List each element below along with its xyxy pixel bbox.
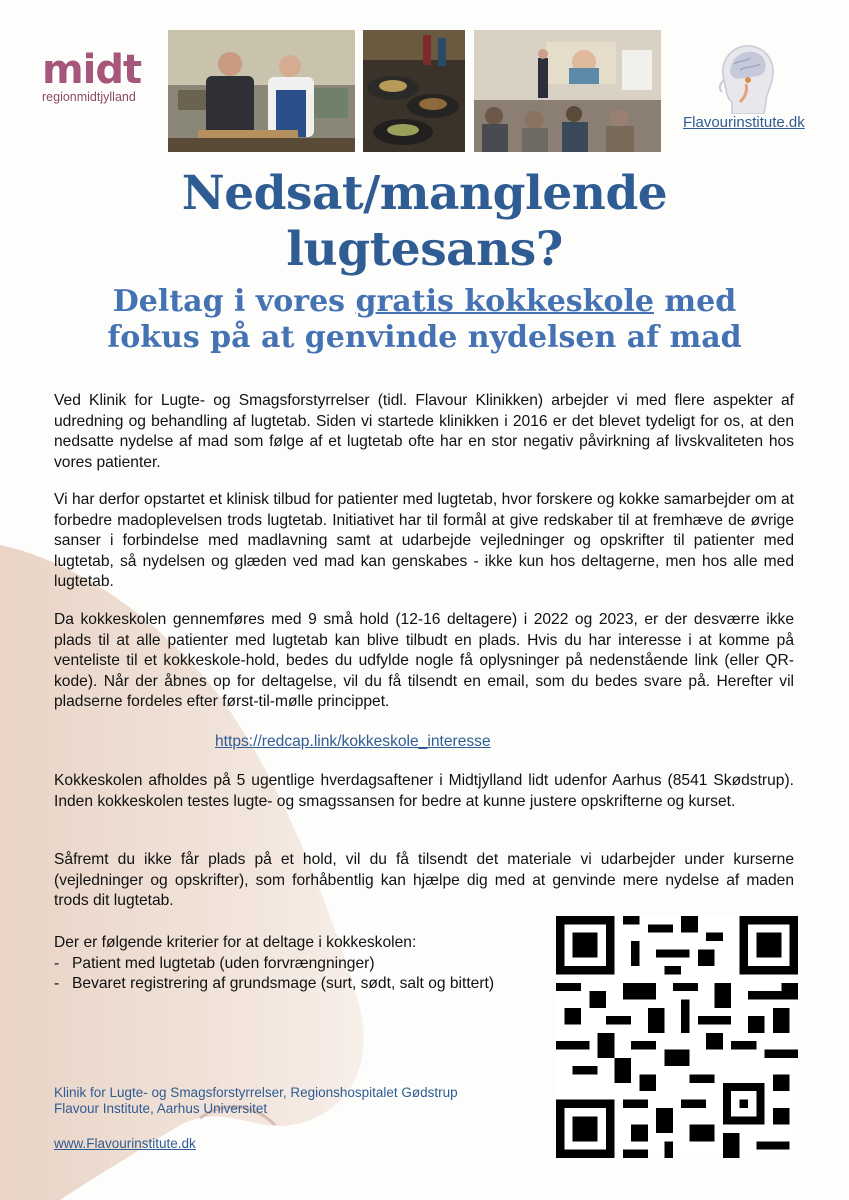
chefs-photo xyxy=(168,30,355,152)
criteria-item-text: Bevaret registrering af grundsmage (surt, sødt, salt og bittert) xyxy=(72,975,495,992)
paragraph-offer xyxy=(54,490,794,593)
criteria-section xyxy=(54,933,494,995)
subtitle-prefix: Deltag i vores xyxy=(112,284,356,319)
paragraph-text: Ved Klinik for Lugte- og Smagsforstyrrelser (tidl. Flavour Klinikken) arbejder vi med flere aspekter af udredning og behandling af lugtetab. Siden vi startede klinikken i 2016 er det blevet tydeligt for os, at den nedsatte nydelse af mad som følge af et lugtetab ofte har en stor negativ påvirkning af livskvaliteten hos vores patienter. xyxy=(54,392,794,471)
food-plates-photo xyxy=(363,30,465,152)
criteria-item: - Bevaret registrering af grundsmage (surt, sødt, salt og bittert) xyxy=(54,975,495,992)
criteria-item: - Patient med lugtetab (uden forvrængninger) xyxy=(54,954,375,972)
footer-institute: Flavour Institute, Aarhus Universitet xyxy=(54,1101,268,1116)
paragraph-text: Kokkeskolen afholdes på 5 ugentlige hverdagsaftener i Midtjylland lidt udenfor Aarhus (8541 Skødstrup). Inden kokkeskolen testes lugte- og smagssansen for bedre at kunne justere opskrifterne og kurset. xyxy=(54,772,794,810)
logo-wordmark: midt xyxy=(42,47,142,93)
subtitle-free-cooking-school: gratis kokkeskole xyxy=(355,284,654,319)
criteria-intro: Der er følgende kriterier for at deltage i kokkeskolen: xyxy=(54,934,417,951)
subtitle-line2: fokus på at genvinde nydelsen af mad xyxy=(107,320,742,355)
subtitle-suffix: med xyxy=(653,284,737,319)
footer-clinic: Klinik for Lugte- og Smagsforstyrrelser, Regionshospitalet Gødstrup xyxy=(54,1085,458,1100)
main-title-line2: lugtesans? xyxy=(286,222,563,277)
paragraph-waitlist xyxy=(54,610,794,713)
region-midtjylland-logo xyxy=(42,47,142,104)
paragraph-text: Såfremt du ikke får plads på et hold, vil du få tilsendt det materiale vi udarbejder under kurserne (vejledninger og opskrifter), som forhåbentlig kan hjælpe dig med at genvinde mere nydelse af maden trods dit lugtetab. xyxy=(54,851,794,909)
paragraph-intro xyxy=(54,391,794,473)
flavourinstitute-header-link[interactable]: Flavourinstitute.dk xyxy=(683,114,805,131)
paragraph-location xyxy=(54,771,794,812)
paragraph-text: Da kokkeskolen gennemføres med 9 små hold (12-16 deltagere) i 2022 og 2023, er der desværre ikke plads til at alle patienter med lugtetab kan blive tilbudt en plads. Hvis du har interesse i at komme på venteliste til et kokkeskole-hold, bedes du udfylde nogle få oplysninger på nedenstående link (eller QR-kode). Når der åbnes op for deltagelse, vil du få tilsendt en email, som du bedes svare på. Herefter vil pladserne fordeles efter først-til-mølle princippet. xyxy=(54,611,794,710)
lecture-audience-photo xyxy=(474,30,661,152)
subtitle-line1 xyxy=(0,284,849,320)
paragraph-text: Vi har derfor opstartet et klinisk tilbud for patienter med lugtetab, hvor forskere og kokke samarbejder om at forbedre madoplevelsen trods lugtetab. Initiativet har til formål at give redskaber til at fremhæve de øvrige sanser i forbindelse med madlavning samt at udarbejde vejledninger og opskrifter til patienter med lugtetab, så nydelsen og glæden ved mad kan genskabes - ikke kun hos deltagerne, men hos alle med lugtetab. xyxy=(54,491,794,590)
head-profile-icon xyxy=(710,40,778,114)
footer-affiliations xyxy=(54,1085,458,1117)
footer-website-link[interactable]: www.Flavourinstitute.dk xyxy=(54,1136,196,1151)
main-title-line1: Nedsat/manglende xyxy=(181,166,668,221)
signup-link[interactable]: https://redcap.link/kokkeskole_interesse xyxy=(215,733,491,750)
logo-subtitle: regionmidtjylland xyxy=(42,90,136,104)
paragraph-materials xyxy=(54,850,794,912)
qr-code[interactable] xyxy=(556,916,798,1158)
criteria-item-text: Patient med lugtetab (uden forvrængninger) xyxy=(72,954,375,972)
